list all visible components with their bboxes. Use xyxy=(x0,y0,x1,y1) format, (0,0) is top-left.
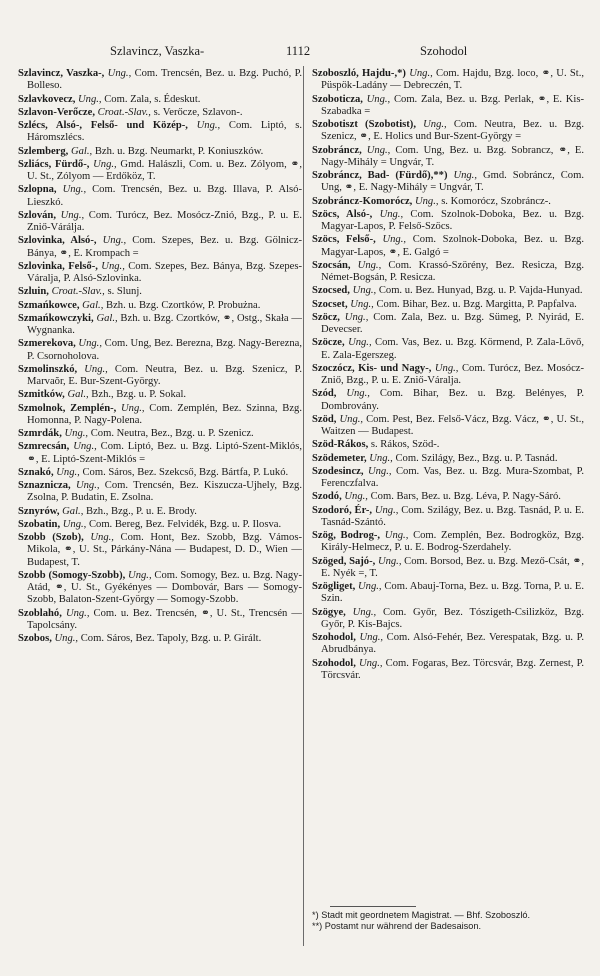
entry-name: Szöcs, Alsó-, xyxy=(312,208,373,220)
entry-region: Ung., xyxy=(352,606,377,618)
gazetteer-entry xyxy=(18,261,302,286)
gazetteer-entry xyxy=(312,170,584,195)
entry-region: Ung., xyxy=(84,363,108,375)
gazetteer-entry xyxy=(18,120,302,145)
entry-name: Szluin, xyxy=(18,286,49,298)
entry-name: Szöd, xyxy=(312,413,337,425)
gazetteer-entry xyxy=(312,119,584,144)
entry-name: Szöcs, Felső-, xyxy=(312,234,376,246)
entry-text: Com. Ung, Bez. u. Bzg. Sobrancz, ⚭, E. Nagy-Mihály = Ungvár, T. xyxy=(321,144,584,168)
entry-name: Sznaznicza, xyxy=(18,480,71,491)
entry-name: Szlován, xyxy=(18,209,56,221)
entry-region: Ung., xyxy=(102,235,127,247)
entry-name: Szoboszló, Hajdu-,*) xyxy=(312,68,406,79)
gazetteer-entry xyxy=(18,403,302,428)
entry-text: Com. Zala, Bez. u. Bzg. Perlak, ⚭, E. Kis-Szabadka = xyxy=(321,93,584,117)
entry-text: Bzh., Bzg., P. u. E. Brody. xyxy=(86,505,197,517)
gazetteer-entry xyxy=(18,441,302,466)
gazetteer-entry xyxy=(312,337,584,362)
gazetteer-entry xyxy=(312,285,584,297)
entry-name: Szöd-Rákos, xyxy=(312,439,369,451)
gazetteer-entry xyxy=(312,453,584,465)
entry-region: Gal., xyxy=(62,505,84,517)
column-divider xyxy=(303,66,304,946)
entry-name: Szohodol, xyxy=(312,632,356,643)
gazetteer-entry xyxy=(18,338,302,363)
gazetteer-entry xyxy=(312,312,584,337)
entry-text: Com. Bihar, Bez. u. Bzg. Belényes, P. Dombrovány. xyxy=(321,388,584,412)
entry-name: Szmolnok, Zemplén-, xyxy=(18,402,117,414)
entry-region: Ung., xyxy=(78,93,102,105)
entry-text: Com. Trencsén, Bez. u. Bzg. Illava, P. Alsó-Lieszkó. xyxy=(27,184,302,208)
left-column xyxy=(18,68,302,646)
entry-text: Com. Turócz, Bez. Mosócz-Znió, Bzg., P. u. E. Zniő-Várálja. xyxy=(27,209,303,233)
entry-text: Com. Somogy, Bez. u. Bzg. Nagy-Atád, ⚭, U. St., Gyékényes — Dombovár, Bars — Somogy-Szobb, Balaton-Szent-György — Somogy-Szobb. xyxy=(27,569,303,606)
entry-region: Ung., xyxy=(367,465,392,477)
entry-name: Szodoró, Ér-, xyxy=(312,504,373,516)
entry-name: Szögliget, xyxy=(312,581,356,592)
entry-region: Croat.-Slav., xyxy=(97,106,151,118)
entry-name: Szögye, xyxy=(312,606,346,618)
gazetteer-entry xyxy=(18,364,302,389)
entry-name: Szmerekova, xyxy=(18,338,76,350)
entry-region: Gal., xyxy=(67,389,89,401)
entry-text: Com. Alsó-Fehér, Bez. Verespatak, Bzg. u. P. Abrudbánya. xyxy=(321,632,584,656)
entry-name: Szoboticza, xyxy=(312,93,363,105)
entry-text: Com. Szolnok-Doboka, Bez. u. Bzg. Magyar-Lapos, P. Felső-Szöcs. xyxy=(321,208,585,232)
entry-text: Com. Liptó, s. Háromszlécs. xyxy=(27,120,302,144)
entry-name: Szobos, xyxy=(18,633,52,644)
entry-name: Szobotiszt (Szobotist), xyxy=(312,119,416,130)
entry-region: Ung., xyxy=(62,184,87,196)
entry-region: Ung., xyxy=(196,120,221,131)
entry-text: Com. Neutra, Bez., Bzg. u. P. Szenicz. xyxy=(90,428,254,439)
gazetteer-entry xyxy=(312,388,584,413)
entry-region: Ung., xyxy=(60,209,85,221)
entry-text: s. Rákos, Szöd-. xyxy=(370,439,440,451)
entry-region: Gal., xyxy=(70,145,93,157)
entry-text: Com. Szepes, Bez. Bánya, Bzg. Szepes-Váralja, P. Alsó-Szlovinka. xyxy=(27,260,302,284)
entry-text: Com. u. Bez. Trencsén, ⚭, U. St., Trencsén — Tapolcsány. xyxy=(27,607,302,631)
gazetteer-entry xyxy=(312,556,584,581)
gazetteer-entry xyxy=(18,159,302,184)
footnote: *) Stadt mit geordnetem Magistrat. — Bhf. Szoboszló. xyxy=(312,910,531,920)
entry-text: Com. Vas, Bez. u. Bzg. Körmend, P. Zala-Lövő, E. Zala-Egerszeg. xyxy=(321,337,584,361)
entry-text: Gmd. Halászli, Com. u. Bez. Zólyom, ⚭, U. St., Zólyom — Erdőköz, T. xyxy=(27,158,302,182)
entry-text: Com. Szolnok-Doboka, Bez. u. Bzg. Magyar-Lapos, ⚭, E. Galgó = xyxy=(321,234,584,258)
entry-text: Com. Hajdu, Bzg. loco, ⚭, U. St., Püspök-Ladány — Debreczén, T. xyxy=(321,68,584,92)
entry-text: Com. Pest, Bez. Felső-Vácz, Bzg. Vácz, ⚭, U. St., Waitzen — Budapest. xyxy=(321,413,584,437)
entry-name: Szlavon-Verőcze, xyxy=(18,106,95,118)
gazetteer-entry xyxy=(312,658,584,683)
entry-text: Com. Trencsén, Bez. u. Bzg. Puchó, P. Bolleso. xyxy=(27,68,302,92)
entry-region: Gal., xyxy=(82,299,104,311)
entry-name: Szmańkowczyki, xyxy=(18,312,94,324)
entry-text: Com. Hont, Bez. Szobb, Bzg. Vámos-Mikola, ⚭, U. St., Párkány-Nána — Budapest, D. D., Wien — Budapest, T. xyxy=(27,532,302,568)
entry-name: Sznyrów, xyxy=(18,505,60,517)
gazetteer-entry xyxy=(312,530,584,555)
gazetteer-entry xyxy=(18,389,302,401)
gazetteer-entry xyxy=(18,608,302,633)
entry-name: Szobb (Somogy-Szobb), xyxy=(18,569,126,581)
entry-text: Com. u. Bez. Hunyad, Bzg. u. P. Vajda-Hunyad. xyxy=(378,285,583,297)
entry-name: Szög, Bodrog-, xyxy=(312,530,381,541)
entry-text: Com. Bereg, Bez. Felvidék, Bzg. u. P. Ilosva. xyxy=(88,518,282,530)
entry-name: Szlovinka, Alsó-, xyxy=(18,235,97,247)
entry-region: Ung., xyxy=(64,428,89,439)
entry-text: Com. Liptó, Bez. u. Bzg. Liptó-Szent-Miklós, ⚭, E. Liptó-Szent-Miklós = xyxy=(27,441,302,465)
gazetteer-entry xyxy=(312,145,584,170)
gazetteer-entry xyxy=(312,505,584,530)
entry-region: Ung., xyxy=(357,259,382,271)
entry-name: Szobb (Szob), xyxy=(18,532,84,543)
entry-region: Ung., xyxy=(344,311,369,323)
entry-region: Ung., xyxy=(423,119,447,130)
entry-name: Szodesincz, xyxy=(312,465,364,477)
entry-text: Com. Abauj-Torna, Bez. u. Bzg. Torna, P. u. E. Szin. xyxy=(321,581,585,605)
header-right-guideword: Szohodol xyxy=(420,44,468,58)
entry-text: Com. Győr, Bez. Tószigeth-Csilizköz, Bzg. Győr, P. Kis-Bajcs. xyxy=(321,606,584,630)
entry-text: s. Komorócz, Szobráncz-. xyxy=(441,195,551,207)
entry-name: Szlovinka, Felső-, xyxy=(18,260,98,272)
entry-name: Szobráncz, Bad- (Fürdő),**) xyxy=(312,170,448,181)
entry-text: Com. Sáros, Bez. Tapoly, Bzg. u. P. Girált. xyxy=(80,633,262,644)
entry-region: Ung., xyxy=(414,195,439,207)
entry-name: Szlavkovecz, xyxy=(18,93,76,105)
entry-region: Ung., xyxy=(101,260,125,272)
entry-name: Szlopna, xyxy=(18,184,57,196)
entry-region: Ung., xyxy=(352,285,377,297)
entry-name: Szlavincz, Vaszka-, xyxy=(18,68,105,79)
entry-text: Com. Szepes, Bez. u. Bzg. Gölnicz-Bánya, ⚭, E. Krompach = xyxy=(27,235,302,259)
entry-region: Croat.-Slav., xyxy=(51,286,105,298)
entry-name: Szöged, Sajó-, xyxy=(312,555,376,567)
entry-region: Ung., xyxy=(358,657,383,669)
entry-region: Ung., xyxy=(434,362,459,374)
gazetteer-entry xyxy=(312,234,584,259)
entry-region: Ung., xyxy=(121,402,145,414)
gazetteer-entry xyxy=(18,532,302,569)
entry-text: Bzh. u. Bzg. Czortków, P. Probużna. xyxy=(106,299,261,311)
entry-name: Szmrdák, xyxy=(18,428,62,439)
entry-region: Ung., xyxy=(339,413,364,425)
entry-region: Ung., xyxy=(107,68,132,79)
gazetteer-entry xyxy=(312,632,584,657)
gazetteer-entry xyxy=(18,633,302,645)
entry-region: Ung., xyxy=(65,607,90,619)
entry-text: Com. Ung, Bez. Berezna, Bzg. Nagy-Berezna, P. Csornoholova. xyxy=(27,338,303,362)
footnote-rule xyxy=(330,906,416,907)
entry-name: Szoczócz, Kis- und Nagy-, xyxy=(312,362,432,374)
entry-region: Ung., xyxy=(384,530,409,541)
footnote: **) Postamt nur während der Badesaison. xyxy=(312,921,482,931)
gazetteer-entry xyxy=(312,466,584,491)
entry-text: Bzh. u. Bzg. Czortków, ⚭, Ostg., Skała — Wygnanka. xyxy=(27,312,302,336)
entry-text: Com. Zemplén, Bez. Szinna, Bzg. Homonna, P. Nagy-Polena. xyxy=(27,402,302,426)
page-number: 1112 xyxy=(286,44,311,58)
entry-region: Ung., xyxy=(379,208,404,220)
gazetteer-entry xyxy=(312,209,584,234)
entry-region: Ung., xyxy=(409,68,433,79)
entry-name: Szocsed, xyxy=(312,285,350,297)
entry-region: Ung., xyxy=(344,491,368,503)
gazetteer-entry xyxy=(18,146,302,158)
entry-text: Com. Neutra, Bez. u. Bzg. Szenicz, ⚭, E. Holics und Bur-Szent-György = xyxy=(321,119,584,143)
entry-name: Szlemberg, xyxy=(18,145,69,157)
entry-text: Com. Zala, s. Édeskut. xyxy=(104,93,201,105)
entry-text: Com. Sáros, Bez. Szekcső, Bzg. Bártfa, P. Lukó. xyxy=(82,466,289,478)
entry-text: Gmd. Sobráncz, Com. Ung, ⚭, E. Nagy-Mihály = Ungvár, T. xyxy=(321,170,584,194)
right-column xyxy=(312,68,584,683)
entry-text: Com. Vas, Bez. u. Bzg. Mura-Szombat, P. Ferenczfalva. xyxy=(321,465,584,489)
gazetteer-entry xyxy=(312,363,584,388)
entry-name: Szmitków, xyxy=(18,389,65,401)
entry-text: Com. Bars, Bez. u. Bzg. Léva, P. Nagy-Sáró. xyxy=(370,491,561,503)
entry-region: Ung., xyxy=(374,504,399,516)
gazetteer-entry xyxy=(18,235,302,260)
entry-name: Szód, xyxy=(312,388,337,400)
gazetteer-entry xyxy=(18,210,302,235)
gazetteer-entry xyxy=(18,300,302,312)
entry-text: Bzh., Bzg. u. P. Sokal. xyxy=(91,389,187,401)
gazetteer-entry xyxy=(312,260,584,285)
entry-text: Bzh. u. Bzg. Neumarkt, P. Koniuszków. xyxy=(94,145,264,157)
entry-text: Com. Krassó-Szörény, Bez. Resicza, Bzg. Német-Bogsán, P. Resicza. xyxy=(321,259,585,283)
entry-region: Ung., xyxy=(369,452,393,464)
gazetteer-entry xyxy=(18,184,302,209)
entry-text: Com. Szilágy, Bez. u. Bzg. Tasnád, P. u. E. Tasnád-Szántó. xyxy=(321,504,584,528)
entry-name: Szlécs, Alsó-, Felső- und Közép-, xyxy=(18,120,188,131)
entry-region: Ung., xyxy=(453,170,477,181)
entry-region: Ung., xyxy=(382,234,407,246)
gazetteer-entry xyxy=(18,506,302,518)
entry-region: Ung., xyxy=(56,466,80,478)
entry-text: Com. Neutra, Bez. u. Bzg. Szenicz, P. Marvaŏr, E. Bur-Szent-György. xyxy=(27,363,302,387)
header-left-guideword: Szlavincz, Vaszka- xyxy=(110,44,205,58)
gazetteer-entry xyxy=(18,480,302,505)
gazetteer-entry xyxy=(18,313,302,338)
entry-region: Ung., xyxy=(359,632,384,643)
entry-region: Ung., xyxy=(128,569,152,581)
gazetteer-entry xyxy=(312,68,584,93)
gazetteer-entry xyxy=(312,581,584,606)
entry-region: Ung., xyxy=(75,480,100,491)
entry-name: Szödemeter, xyxy=(312,452,367,464)
gazetteer-entry xyxy=(18,68,302,93)
entry-name: Szoblahó, xyxy=(18,607,62,619)
entry-text: s. Slunj. xyxy=(107,286,142,298)
gazetteer-entry xyxy=(312,94,584,119)
gazetteer-entry xyxy=(18,94,302,106)
entry-region: Gal., xyxy=(96,312,118,324)
entry-name: Szliács, Fürdő-, xyxy=(18,158,90,170)
entry-region: Ung., xyxy=(348,337,372,349)
entry-text: Com. Szilágy, Bez., Bzg. u. P. Tasnád. xyxy=(395,452,558,464)
entry-text: Com. Turócz, Bez. Mosócz-Zniő, Bzg., P. u. E. Zniő-Váralja. xyxy=(321,362,584,386)
entry-region: Ung., xyxy=(346,388,370,400)
entry-region: Ung., xyxy=(90,532,114,543)
entry-region: Ung., xyxy=(350,298,374,310)
gazetteer-entry xyxy=(312,607,584,632)
entry-region: Ung., xyxy=(93,158,117,170)
gazetteer-entry xyxy=(18,286,302,298)
entry-text: Com. Zala, Bez. u. Bzg. Sümeg, P. Nyirád, E. Devecser. xyxy=(321,311,584,335)
entry-region: Ung., xyxy=(366,144,391,156)
entry-text: Com. Fogaras, Bez. Törcsvár, Bzg. Zernest, P. Törcsvár. xyxy=(321,657,584,681)
gazetteer-entry xyxy=(312,196,584,208)
entry-name: Szocsán, xyxy=(312,259,351,271)
gazetteer-entry xyxy=(18,428,302,440)
entry-text: s. Verőcze, Szlavon-. xyxy=(153,106,243,118)
page-header xyxy=(0,44,600,60)
entry-text: Com. Trencsén, Bez. Kiszucza-Ujhely, Bzg. Zsolna, P. Budatin, E. Zsolna. xyxy=(27,480,302,504)
entry-name: Szodó, xyxy=(312,491,342,503)
gazetteer-entry xyxy=(18,467,302,479)
entry-text: Com. Bihar, Bez. u. Bzg. Margitta, P. Papfalva. xyxy=(376,298,577,310)
entry-name: Szmrecsán, xyxy=(18,441,70,453)
entry-region: Ung., xyxy=(377,555,402,567)
entry-name: Szobráncz, xyxy=(312,144,362,156)
gazetteer-entry xyxy=(18,107,302,119)
gazetteer-entry xyxy=(312,439,584,451)
entry-name: Sznakó, xyxy=(18,466,54,478)
entry-text: Com. Borsod, Bez. u. Bzg. Mező-Csát, ⚭, E. Nyék =, T. xyxy=(321,555,584,579)
entry-name: Szobráncz-Komorócz, xyxy=(312,195,413,207)
entry-region: Ung., xyxy=(78,338,102,350)
gazetteer-entry xyxy=(18,570,302,607)
entry-text: Com. Zemplén, Bez. Bodrogköz, Bzg. Király-Helmecz, P. u. E. Bodrog-Szerdahely. xyxy=(321,530,584,554)
entry-name: Szobatin, xyxy=(18,518,61,530)
entry-name: Szohodol, xyxy=(312,657,356,669)
entry-name: Szöcz, xyxy=(312,311,340,323)
entry-name: Szmańkowce, xyxy=(18,299,80,311)
entry-name: Szöcze, xyxy=(312,337,345,349)
footnotes xyxy=(312,910,584,932)
entry-region: Ung., xyxy=(54,633,79,644)
gazetteer-entry xyxy=(18,519,302,531)
gazetteer-entry xyxy=(312,299,584,311)
entry-region: Ung., xyxy=(73,441,97,453)
entry-name: Szmolinszkó, xyxy=(18,363,78,375)
entry-region: Ung., xyxy=(62,518,87,530)
gazetteer-entry xyxy=(312,414,584,439)
entry-region: Ung., xyxy=(358,581,382,592)
entry-region: Ung., xyxy=(366,93,391,105)
gazetteer-entry xyxy=(312,491,584,503)
entry-name: Szocset, xyxy=(312,298,348,310)
